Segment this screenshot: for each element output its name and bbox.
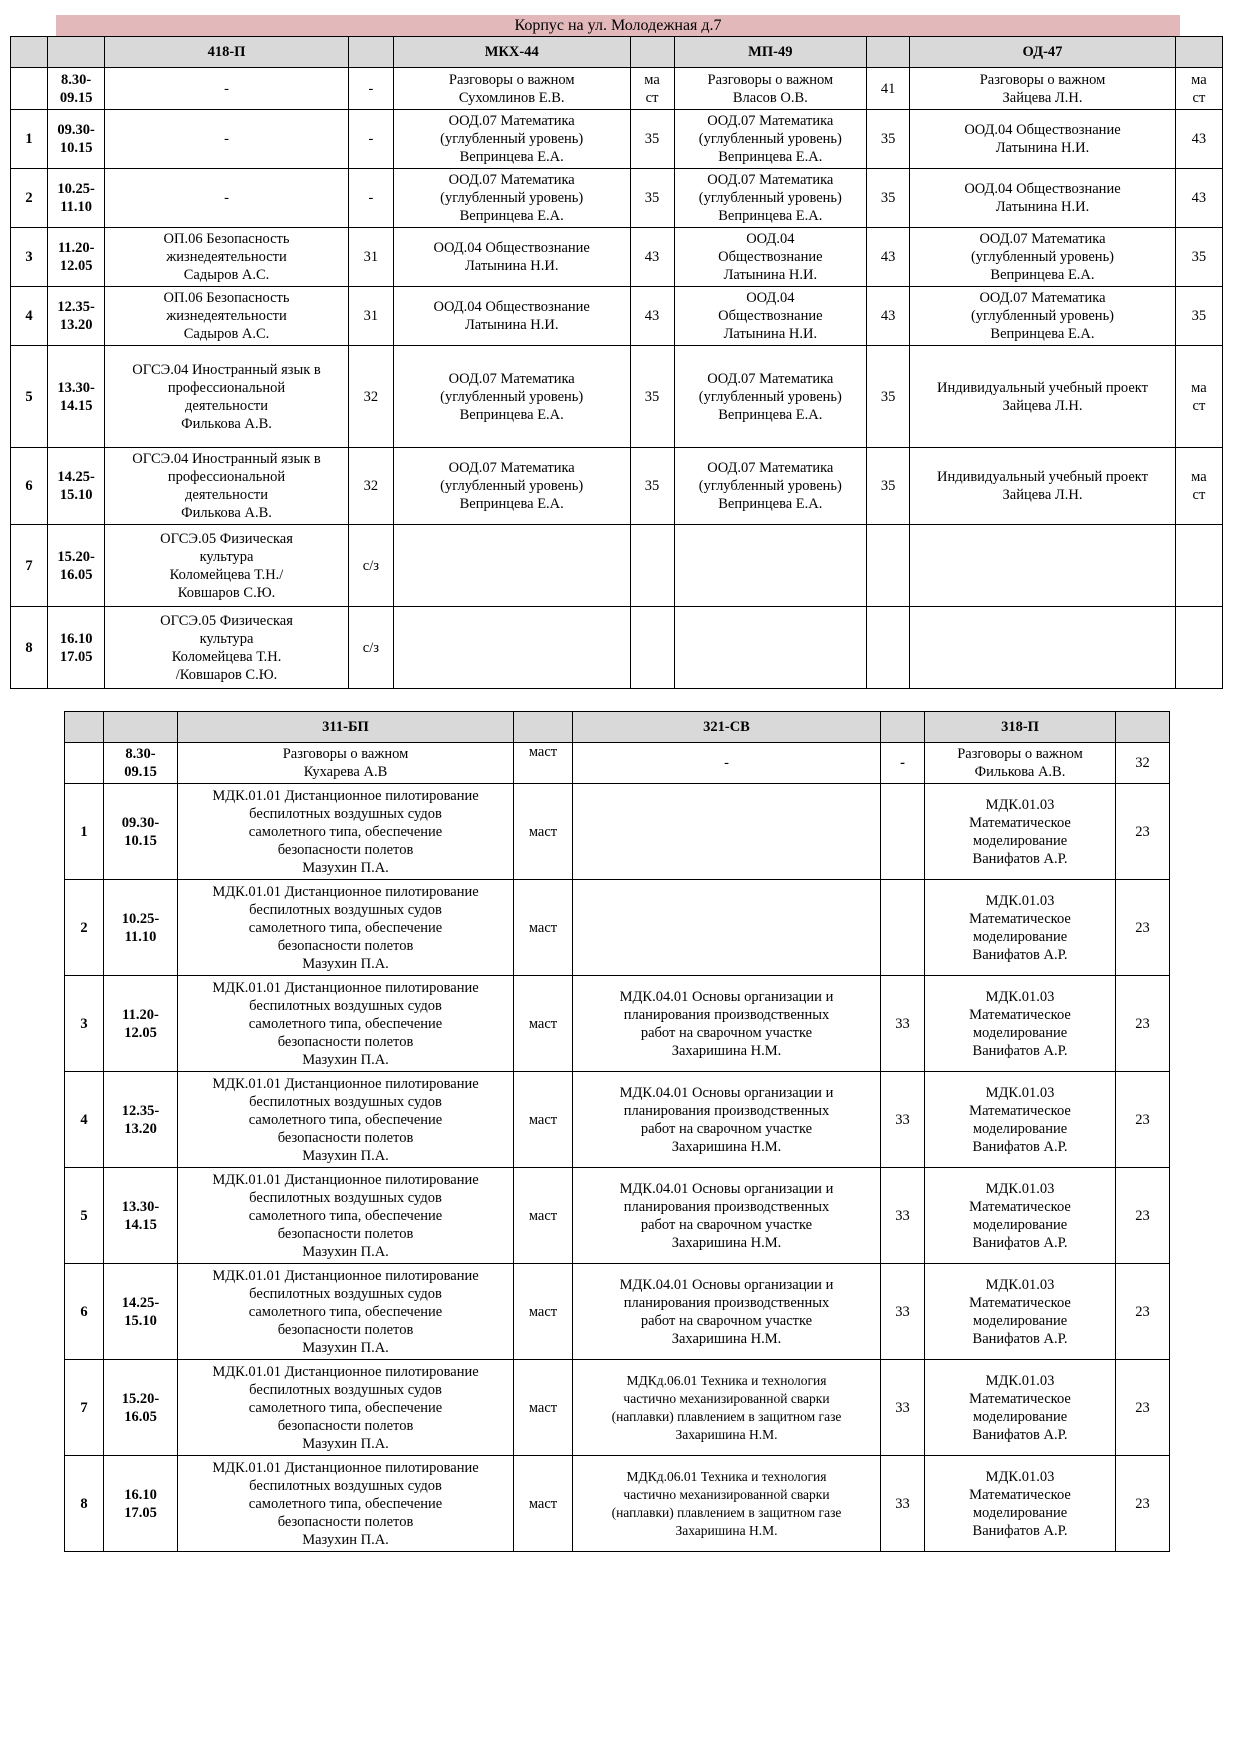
room-cell: 35	[1175, 228, 1222, 287]
table-row	[65, 784, 1170, 880]
lesson-time: 8.30- 09.15	[48, 68, 105, 110]
lesson-number: 6	[65, 1264, 104, 1360]
room-cell: 35	[630, 110, 674, 169]
subject-cell: ООД.04 Обществознание Латынина Н.И.	[910, 169, 1176, 228]
room-cell: 43	[630, 228, 674, 287]
lesson-time: 09.30- 10.15	[104, 784, 178, 880]
subject-cell: ОП.06 Безопасность жизнедеятельности Садыров А.С.	[105, 228, 349, 287]
subject-cell: ООД.07 Математика (углубленный уровень) Вепринцева Е.А.	[674, 346, 866, 448]
lesson-number: 7	[65, 1360, 104, 1456]
room-cell: 35	[630, 346, 674, 448]
subject-cell: -	[105, 68, 349, 110]
subject-cell: МДК.01.03 Математическое моделирование Ванифатов А.Р.	[925, 976, 1116, 1072]
subject-cell: МДК.01.01 Дистанционное пилотирование беспилотных воздушных судов самолетного типа, обеспечение безопасности полетов Мазухин П.А.	[178, 1456, 514, 1552]
room-cell: маст	[514, 1072, 573, 1168]
room-cell: маст	[514, 1456, 573, 1552]
subject-cell: ООД.07 Математика (углубленный уровень) Вепринцева Е.А.	[393, 169, 630, 228]
page-title: Корпус на ул. Молодежная д.7	[56, 15, 1180, 36]
table-row	[11, 68, 1223, 110]
subject-cell: МДКд.06.01 Техника и технология частично механизированной сварки (наплавки) плавлением в защитном газе Захаришина Н.М.	[573, 1360, 881, 1456]
lesson-time: 15.20- 16.05	[48, 525, 105, 607]
subject-cell: ООД.07 Математика (углубленный уровень) Вепринцева Е.А.	[910, 287, 1176, 346]
subject-cell: ООД.07 Математика (углубленный уровень) Вепринцева Е.А.	[393, 346, 630, 448]
room-cell	[1175, 525, 1222, 607]
room-cell: маст	[514, 784, 573, 880]
subject-cell: ООД.04 Обществознание Латынина Н.И.	[910, 110, 1176, 169]
room-cell: 32	[348, 346, 393, 448]
room-cell: ма ст	[1175, 346, 1222, 448]
room-cell: маст	[514, 743, 573, 784]
group-header: 418-П	[105, 37, 349, 68]
header-blank	[881, 712, 925, 743]
room-cell: 32	[1116, 743, 1170, 784]
subject-cell: ООД.04 Обществознание Латынина Н.И.	[393, 228, 630, 287]
subject-cell: МДК.01.01 Дистанционное пилотирование беспилотных воздушных судов самолетного типа, обеспечение безопасности полетов Мазухин П.А.	[178, 1168, 514, 1264]
table-row	[65, 1072, 1170, 1168]
room-cell: 43	[1175, 169, 1222, 228]
room-cell: 35	[1175, 287, 1222, 346]
subject-cell: -	[105, 110, 349, 169]
table-row	[11, 228, 1223, 287]
subject-cell: МДК.01.03 Математическое моделирование Ванифатов А.Р.	[925, 1168, 1116, 1264]
subject-cell: МДК.01.03 Математическое моделирование Ванифатов А.Р.	[925, 1456, 1116, 1552]
header-blank	[11, 37, 48, 68]
header-blank	[65, 712, 104, 743]
subject-cell: ОП.06 Безопасность жизнедеятельности Садыров А.С.	[105, 287, 349, 346]
subject-cell: Разговоры о важном Филькова А.В.	[925, 743, 1116, 784]
subject-cell: МДК.04.01 Основы организации и планирования производственных работ на сварочном участке Захаришина Н.М.	[573, 976, 881, 1072]
lesson-time: 15.20- 16.05	[104, 1360, 178, 1456]
table-row	[11, 346, 1223, 448]
room-cell: маст	[514, 1360, 573, 1456]
group-header: 311-БП	[178, 712, 514, 743]
subject-cell: МДК.04.01 Основы организации и планирования производственных работ на сварочном участке Захаришина Н.М.	[573, 1264, 881, 1360]
lesson-time: 09.30- 10.15	[48, 110, 105, 169]
room-cell	[630, 525, 674, 607]
table-row	[65, 1264, 1170, 1360]
lesson-time: 8.30- 09.15	[104, 743, 178, 784]
subject-cell	[573, 880, 881, 976]
subject-cell: -	[573, 743, 881, 784]
table-row	[11, 525, 1223, 607]
room-cell: -	[348, 68, 393, 110]
lesson-time: 11.20- 12.05	[104, 976, 178, 1072]
lesson-time: 13.30- 14.15	[104, 1168, 178, 1264]
lesson-number: 4	[11, 287, 48, 346]
room-cell	[1175, 607, 1222, 689]
subject-cell: ООД.07 Математика (углубленный уровень) Вепринцева Е.А.	[393, 448, 630, 525]
subject-cell: МДК.04.01 Основы организации и планирования производственных работ на сварочном участке Захаришина Н.М.	[573, 1072, 881, 1168]
room-cell: 33	[881, 1360, 925, 1456]
subject-cell: ОГСЭ.05 Физическая культура Коломейцева Т.Н. /Ковшаров С.Ю.	[105, 607, 349, 689]
subject-cell: -	[105, 169, 349, 228]
subject-cell: Индивидуальный учебный проект Зайцева Л.Н.	[910, 346, 1176, 448]
lesson-number: 4	[65, 1072, 104, 1168]
room-cell: 23	[1116, 1264, 1170, 1360]
room-cell: 23	[1116, 880, 1170, 976]
room-cell: ма ст	[630, 68, 674, 110]
room-cell: 23	[1116, 1456, 1170, 1552]
lesson-time: 10.25- 11.10	[104, 880, 178, 976]
lesson-number	[11, 68, 48, 110]
room-cell: маст	[514, 1264, 573, 1360]
subject-cell	[674, 607, 866, 689]
subject-cell: Разговоры о важном Сухомлинов Е.В.	[393, 68, 630, 110]
room-cell: 33	[881, 976, 925, 1072]
subject-cell: ООД.07 Математика (углубленный уровень) Вепринцева Е.А.	[674, 448, 866, 525]
subject-cell: МДК.01.01 Дистанционное пилотирование беспилотных воздушных судов самолетного типа, обеспечение безопасности полетов Мазухин П.А.	[178, 1072, 514, 1168]
subject-cell: ООД.04 Обществознание Латынина Н.И.	[674, 228, 866, 287]
table-row	[11, 607, 1223, 689]
table-row	[65, 1360, 1170, 1456]
header-blank	[514, 712, 573, 743]
subject-cell: МДК.01.01 Дистанционное пилотирование беспилотных воздушных судов самолетного типа, обеспечение безопасности полетов Мазухин П.А.	[178, 1360, 514, 1456]
room-cell: 35	[867, 169, 910, 228]
room-cell: ма ст	[1175, 448, 1222, 525]
table-row	[65, 1456, 1170, 1552]
room-cell: 35	[867, 346, 910, 448]
header-blank	[104, 712, 178, 743]
header-blank	[1116, 712, 1170, 743]
room-cell: маст	[514, 1168, 573, 1264]
table-row	[11, 169, 1223, 228]
table-row	[11, 110, 1223, 169]
table-row	[11, 287, 1223, 346]
room-cell: 35	[630, 448, 674, 525]
lesson-number: 8	[65, 1456, 104, 1552]
lesson-number: 6	[11, 448, 48, 525]
lesson-number: 5	[11, 346, 48, 448]
subject-cell: МДК.01.01 Дистанционное пилотирование беспилотных воздушных судов самолетного типа, обеспечение безопасности полетов Мазухин П.А.	[178, 976, 514, 1072]
subject-cell	[573, 784, 881, 880]
room-cell: 43	[867, 287, 910, 346]
room-cell	[630, 607, 674, 689]
subject-cell	[393, 525, 630, 607]
subject-cell: МДК.04.01 Основы организации и планирования производственных работ на сварочном участке Захаришина Н.М.	[573, 1168, 881, 1264]
lesson-number: 5	[65, 1168, 104, 1264]
subject-cell	[393, 607, 630, 689]
lesson-number: 7	[11, 525, 48, 607]
group-header: МП-49	[674, 37, 866, 68]
lesson-number: 2	[65, 880, 104, 976]
lesson-number: 2	[11, 169, 48, 228]
lesson-time: 14.25- 15.10	[48, 448, 105, 525]
subject-cell: МДК.01.01 Дистанционное пилотирование беспилотных воздушных судов самолетного типа, обеспечение безопасности полетов Мазухин П.А.	[178, 1264, 514, 1360]
lesson-time: 10.25- 11.10	[48, 169, 105, 228]
subject-cell: МДК.01.03 Математическое моделирование Ванифатов А.Р.	[925, 880, 1116, 976]
subject-cell: ОГСЭ.05 Физическая культура Коломейцева Т.Н./ Ковшаров С.Ю.	[105, 525, 349, 607]
header-blank	[48, 37, 105, 68]
lesson-time: 12.35- 13.20	[104, 1072, 178, 1168]
subject-cell: ОГСЭ.04 Иностранный язык в профессиональной деятельности Филькова А.В.	[105, 346, 349, 448]
subject-cell	[910, 525, 1176, 607]
room-cell: 33	[881, 1456, 925, 1552]
subject-cell: МДК.01.03 Математическое моделирование Ванифатов А.Р.	[925, 1264, 1116, 1360]
group-header: МКХ-44	[393, 37, 630, 68]
subject-cell: ООД.04 Обществознание Латынина Н.И.	[674, 287, 866, 346]
subject-cell: МДК.01.03 Математическое моделирование Ванифатов А.Р.	[925, 784, 1116, 880]
room-cell: 33	[881, 1264, 925, 1360]
lesson-number: 1	[65, 784, 104, 880]
room-cell: -	[348, 169, 393, 228]
room-cell: 33	[881, 1168, 925, 1264]
table-row	[65, 880, 1170, 976]
room-cell: 32	[348, 448, 393, 525]
room-cell: маст	[514, 880, 573, 976]
lesson-time: 16.10 17.05	[104, 1456, 178, 1552]
lesson-time: 11.20- 12.05	[48, 228, 105, 287]
room-cell: 23	[1116, 976, 1170, 1072]
room-cell: 23	[1116, 1072, 1170, 1168]
room-cell: 43	[1175, 110, 1222, 169]
lesson-time: 14.25- 15.10	[104, 1264, 178, 1360]
room-cell: 35	[867, 110, 910, 169]
group-header: ОД-47	[910, 37, 1176, 68]
subject-cell	[674, 525, 866, 607]
subject-cell: ООД.07 Математика (углубленный уровень) Вепринцева Е.А.	[674, 169, 866, 228]
room-cell	[867, 525, 910, 607]
header-blank	[348, 37, 393, 68]
subject-cell: МДКд.06.01 Техника и технология частично механизированной сварки (наплавки) плавлением в защитном газе Захаришина Н.М.	[573, 1456, 881, 1552]
table-row	[65, 1168, 1170, 1264]
room-cell: 43	[867, 228, 910, 287]
lesson-number	[65, 743, 104, 784]
lesson-number: 8	[11, 607, 48, 689]
subject-cell: МДК.01.03 Математическое моделирование Ванифатов А.Р.	[925, 1072, 1116, 1168]
room-cell: 23	[1116, 1360, 1170, 1456]
room-cell: 23	[1116, 1168, 1170, 1264]
lesson-time: 16.10 17.05	[48, 607, 105, 689]
room-cell: 35	[630, 169, 674, 228]
header-blank	[867, 37, 910, 68]
room-cell: 23	[1116, 784, 1170, 880]
room-cell: с/з	[348, 525, 393, 607]
table-row	[65, 976, 1170, 1072]
table-row	[11, 448, 1223, 525]
room-cell	[881, 784, 925, 880]
subject-cell: ООД.04 Обществознание Латынина Н.И.	[393, 287, 630, 346]
table-row	[65, 743, 1170, 784]
room-cell: 31	[348, 228, 393, 287]
subject-cell: ОГСЭ.04 Иностранный язык в профессиональной деятельности Филькова А.В.	[105, 448, 349, 525]
subject-cell: ООД.07 Математика (углубленный уровень) Вепринцева Е.А.	[674, 110, 866, 169]
schedule-table-1	[10, 36, 1223, 689]
room-cell: 41	[867, 68, 910, 110]
room-cell: -	[881, 743, 925, 784]
room-cell: с/з	[348, 607, 393, 689]
subject-cell	[910, 607, 1176, 689]
room-cell: 31	[348, 287, 393, 346]
room-cell	[881, 880, 925, 976]
header-blank	[1175, 37, 1222, 68]
room-cell: маст	[514, 976, 573, 1072]
room-cell: 43	[630, 287, 674, 346]
schedule-table-2	[64, 711, 1170, 1552]
room-cell: -	[348, 110, 393, 169]
subject-cell: Разговоры о важном Зайцева Л.Н.	[910, 68, 1176, 110]
lesson-number: 1	[11, 110, 48, 169]
subject-cell: Разговоры о важном Власов О.В.	[674, 68, 866, 110]
subject-cell: ООД.07 Математика (углубленный уровень) Вепринцева Е.А.	[393, 110, 630, 169]
subject-cell: МДК.01.03 Математическое моделирование Ванифатов А.Р.	[925, 1360, 1116, 1456]
lesson-number: 3	[65, 976, 104, 1072]
subject-cell: ООД.07 Математика (углубленный уровень) Вепринцева Е.А.	[910, 228, 1176, 287]
lesson-time: 13.30- 14.15	[48, 346, 105, 448]
subject-cell: Индивидуальный учебный проект Зайцева Л.Н.	[910, 448, 1176, 525]
room-cell: 35	[867, 448, 910, 525]
subject-cell: МДК.01.01 Дистанционное пилотирование беспилотных воздушных судов самолетного типа, обеспечение безопасности полетов Мазухин П.А.	[178, 880, 514, 976]
lesson-time: 12.35- 13.20	[48, 287, 105, 346]
header-blank	[630, 37, 674, 68]
room-cell: ма ст	[1175, 68, 1222, 110]
room-cell	[867, 607, 910, 689]
subject-cell: МДК.01.01 Дистанционное пилотирование беспилотных воздушных судов самолетного типа, обеспечение безопасности полетов Мазухин П.А.	[178, 784, 514, 880]
group-header: 318-П	[925, 712, 1116, 743]
lesson-number: 3	[11, 228, 48, 287]
group-header: 321-СВ	[573, 712, 881, 743]
subject-cell: Разговоры о важном Кухарева А.В	[178, 743, 514, 784]
room-cell: 33	[881, 1072, 925, 1168]
